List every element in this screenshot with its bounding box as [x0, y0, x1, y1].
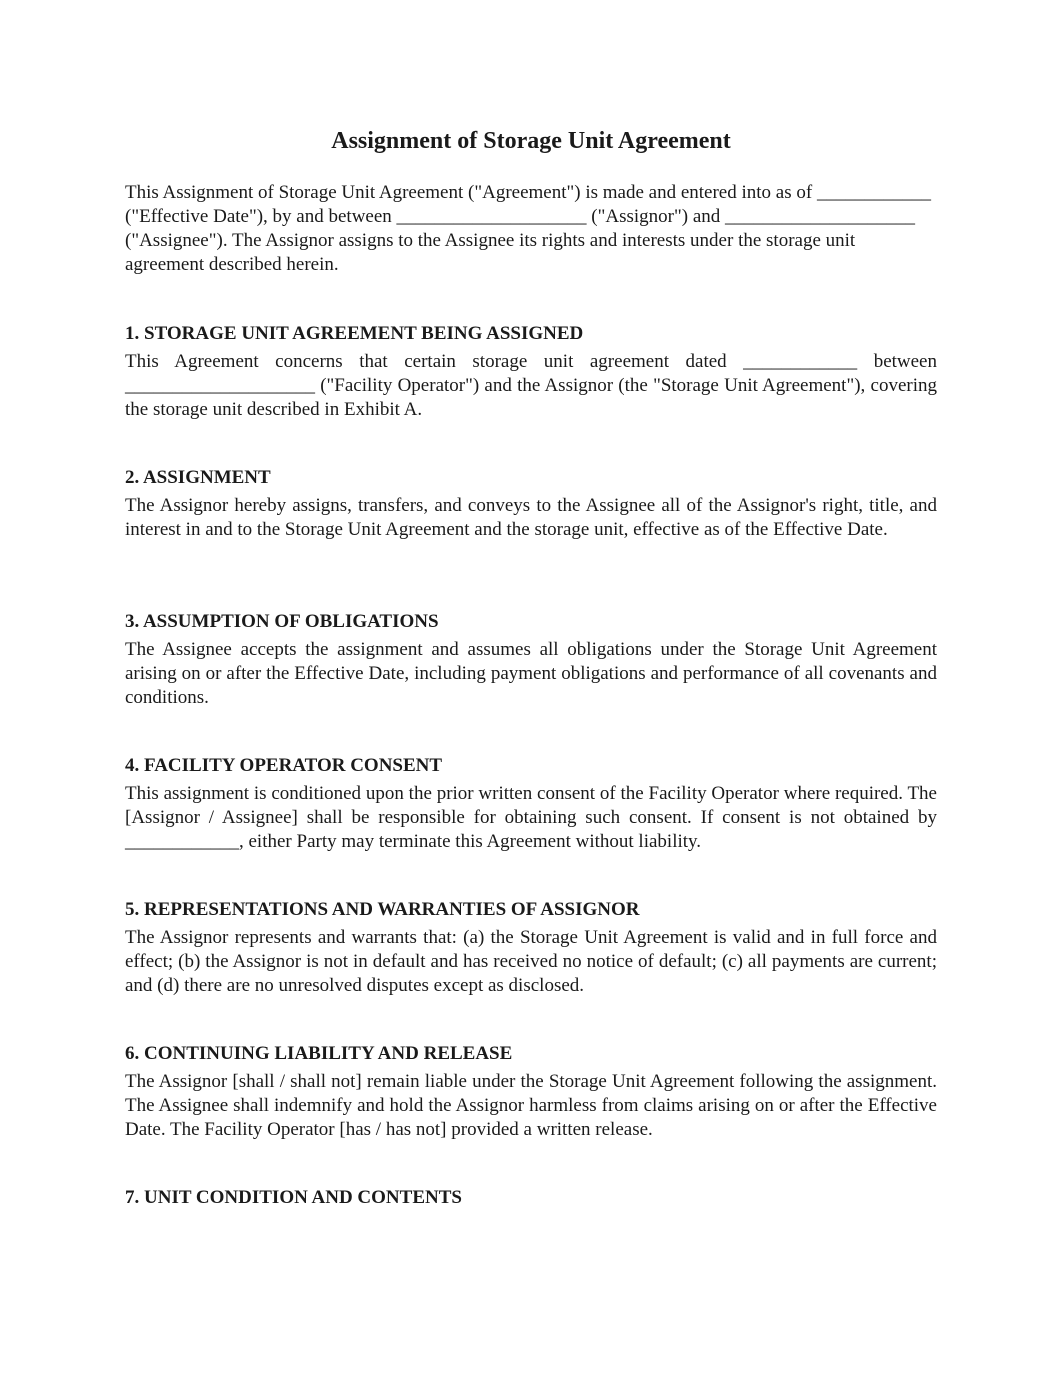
section-2-heading: 2. ASSIGNMENT — [125, 467, 271, 488]
section-6-heading: 6. CONTINUING LIABILITY AND RELEASE — [125, 1043, 513, 1064]
section-7-heading: 7. UNIT CONDITION AND CONTENTS — [125, 1187, 462, 1208]
section-3-body: The Assignee accepts the assignment and assumes all obligations under the Storage Unit Agreement arising on or after the Effective Date, including payment obligations and performance of all covenants and conditions. — [125, 639, 937, 708]
document-title: Assignment of Storage Unit Agreement — [331, 128, 731, 154]
section-1-heading: 1. STORAGE UNIT AGREEMENT BEING ASSIGNED — [125, 323, 584, 344]
section-1-body: This Agreement concerns that certain storage unit agreement dated ____________ between ____________________ ("Facility Operator") and the Assignor (the "Storage Unit Agreement"), covering the storage unit described in Exhibit A. — [125, 351, 937, 420]
section-5-body: The Assignor represents and warrants that: (a) the Storage Unit Agreement is valid and in full force and effect; (b) the Assignor is not in default and has received no notice of default; (c) all payments are current; and (d) there are no unresolved disputes except as disclosed. — [125, 927, 937, 996]
section-6-body: The Assignor [shall / shall not] remain liable under the Storage Unit Agreement following the assignment. The Assignee shall indemnify and hold the Assignor harmless from claims arising on or after the Effective Date. The Facility Operator [has / has not] provided a written release. — [125, 1071, 937, 1140]
section-4-heading: 4. FACILITY OPERATOR CONSENT — [125, 755, 443, 776]
section-2-body: The Assignor hereby assigns, transfers, and conveys to the Assignee all of the Assignor's right, title, and interest in and to the Storage Unit Agreement and the storage unit, effective as of the Effective Date. — [125, 495, 937, 540]
section-3-heading: 3. ASSUMPTION OF OBLIGATIONS — [125, 611, 439, 632]
section-5-heading: 5. REPRESENTATIONS AND WARRANTIES OF ASSIGNOR — [125, 899, 640, 920]
section-4-body: This assignment is conditioned upon the prior written consent of the Facility Operator where required. The [Assignor / Assignee] shall be responsible for obtaining such consent. If consent is not obtained by ____________, either Party may terminate this Agreement without liability. — [125, 783, 937, 852]
intro-paragraph: This Assignment of Storage Unit Agreement ("Agreement") is made and entered into as of ____________ ("Effective Date"), by and between ____________________ ("Assignor") and ____________________ ("Assignee"). The Assignor assigns to the Assignee its rights and interests under the storage unit agreement described herein. — [125, 182, 931, 275]
